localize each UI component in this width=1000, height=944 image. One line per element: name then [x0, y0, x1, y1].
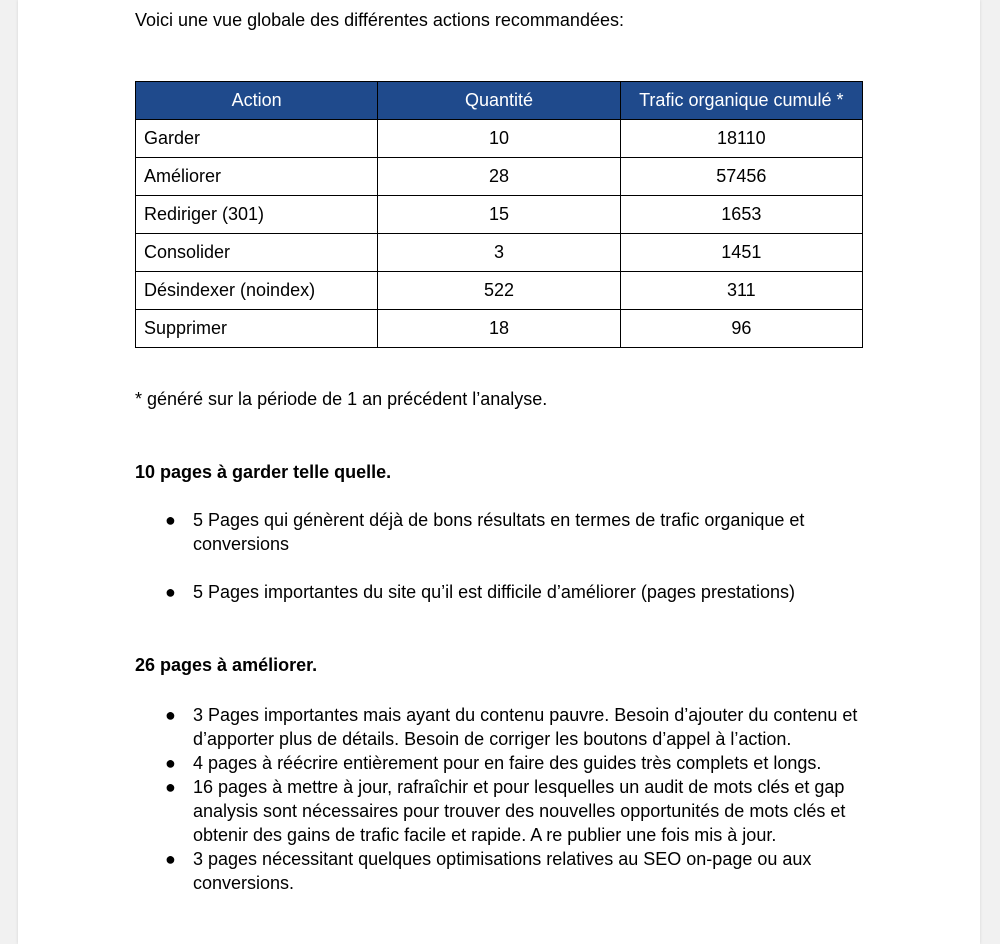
table-cell-action: Consolider — [136, 234, 378, 272]
table-row — [136, 196, 863, 234]
list-item-text: 5 Pages qui génèrent déjà de bons résultats en termes de trafic organique et conversions — [193, 510, 805, 554]
table-cell-traffic: 1451 — [620, 234, 862, 272]
table-row — [136, 120, 863, 158]
table-row — [136, 310, 863, 348]
table-cell-quantity: 18 — [378, 310, 620, 348]
list-item-text: 4 pages à réécrire entièrement pour en faire des guides très complets et longs. — [193, 753, 822, 773]
list-item-text: 16 pages à mettre à jour, rafraîchir et pour lesquelles un audit de mots clés et gap analysis sont nécessaires pour trouver des nouvelles opportunités de mots clés et obtenir des gains de trafic facile et rapide. A re publier une fois mis à jour. — [193, 777, 846, 845]
table-cell-quantity: 15 — [378, 196, 620, 234]
table-cell-traffic: 18110 — [620, 120, 862, 158]
list-item — [135, 703, 885, 751]
section-heading-improve: 26 pages à améliorer. — [135, 655, 318, 675]
keep-bullet-list — [135, 508, 885, 604]
table-footnote: * généré sur la période de 1 an précédent l’analyse. — [135, 389, 548, 409]
bullet-icon: ● — [165, 705, 176, 725]
improve-bullet-list — [135, 703, 885, 895]
bullet-icon: ● — [165, 510, 176, 530]
bullet-icon: ● — [165, 582, 176, 602]
column-header-action: Action — [136, 82, 378, 120]
table-cell-traffic: 96 — [620, 310, 862, 348]
table-cell-action: Améliorer — [136, 158, 378, 196]
document-page — [18, 0, 980, 944]
intro-paragraph: Voici une vue globale des différentes actions recommandées: — [135, 10, 624, 30]
table-cell-quantity: 522 — [378, 272, 620, 310]
table-row — [136, 272, 863, 310]
list-item — [135, 508, 885, 556]
table-row — [136, 234, 863, 272]
table-cell-action: Garder — [136, 120, 378, 158]
list-item — [135, 751, 885, 775]
table-cell-quantity: 10 — [378, 120, 620, 158]
list-item — [135, 580, 885, 604]
section-heading-keep: 10 pages à garder telle quelle. — [135, 462, 392, 482]
table-cell-action: Supprimer — [136, 310, 378, 348]
list-item-text: 3 Pages importantes mais ayant du contenu pauvre. Besoin d’ajouter du contenu et d’apporter plus de détails. Besoin de corriger les boutons d’appel à l’action. — [193, 705, 858, 749]
table-cell-action: Désindexer (noindex) — [136, 272, 378, 310]
table-row — [136, 158, 863, 196]
list-item-text: 3 pages nécessitant quelques optimisations relatives au SEO on-page ou aux conversions. — [193, 849, 812, 893]
column-header-traffic: Trafic organique cumulé * — [620, 82, 862, 120]
table-cell-traffic: 1653 — [620, 196, 862, 234]
list-item — [135, 847, 885, 895]
table-header-row — [136, 82, 863, 120]
actions-table — [135, 81, 863, 348]
bullet-icon: ● — [165, 777, 176, 797]
table-cell-traffic: 57456 — [620, 158, 862, 196]
list-item-text: 5 Pages importantes du site qu’il est difficile d’améliorer (pages prestations) — [193, 582, 795, 602]
bullet-icon: ● — [165, 849, 176, 869]
column-header-quantity: Quantité — [378, 82, 620, 120]
bullet-icon: ● — [165, 753, 176, 773]
table-cell-quantity: 28 — [378, 158, 620, 196]
table-cell-quantity: 3 — [378, 234, 620, 272]
list-item — [135, 775, 885, 847]
table-cell-traffic: 311 — [620, 272, 862, 310]
table-cell-action: Rediriger (301) — [136, 196, 378, 234]
